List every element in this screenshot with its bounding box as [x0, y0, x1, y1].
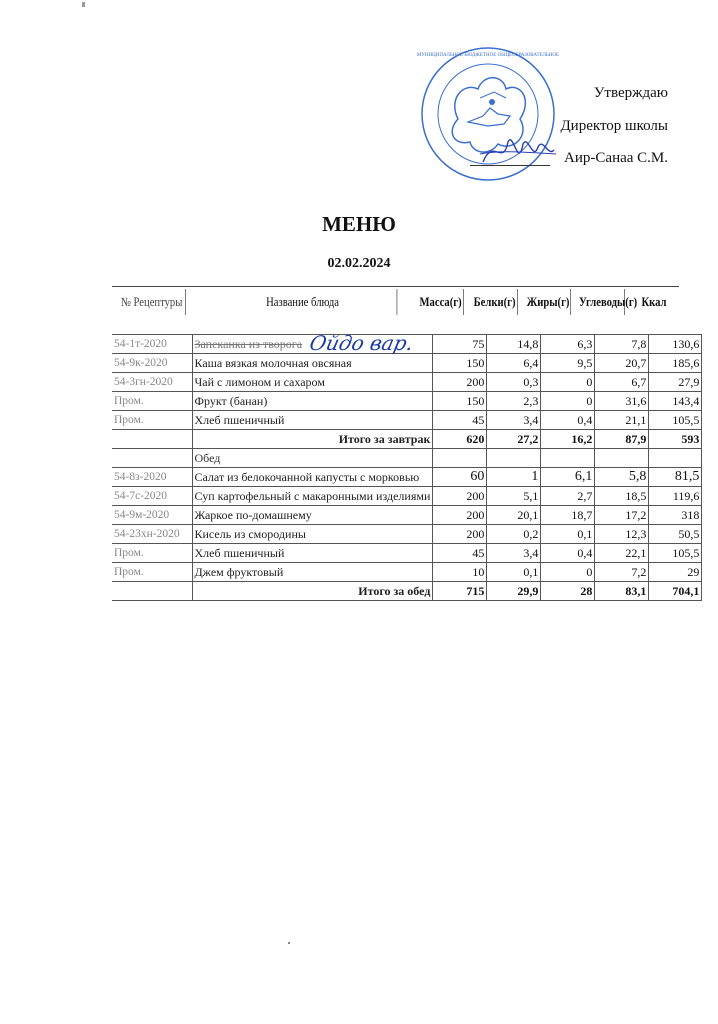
carbs-cell: 7,8 [595, 335, 649, 354]
recipe-cell: Пром. [112, 563, 192, 582]
mass-cell: 200 [433, 373, 487, 392]
carbs-cell: 17,2 [595, 506, 649, 525]
protein-cell: 0,3 [487, 373, 541, 392]
header-recipe: № Рецептуры [118, 289, 186, 315]
dish-name-cell: Хлеб пшеничный [192, 544, 433, 563]
fat-cell: 2,7 [541, 487, 595, 506]
section-row-lunch [112, 449, 702, 468]
protein-cell: 20,1 [487, 506, 541, 525]
recipe-cell: 54-7с-2020 [112, 487, 192, 506]
mass-cell: 10 [433, 563, 487, 582]
total-label: Итого за завтрак [192, 430, 433, 449]
fat-cell: 6,3 [541, 335, 595, 354]
kcal-cell: 27,9 [649, 373, 702, 392]
carbs-cell: 12,3 [595, 525, 649, 544]
total-carbs-cell: 87,9 [595, 430, 649, 449]
mass-cell: 60 [433, 468, 487, 487]
dish-name-cell: Фрукт (банан) [192, 392, 433, 411]
protein-cell: 3,4 [487, 544, 541, 563]
mass-cell: 75 [433, 335, 487, 354]
mass-cell: 150 [433, 354, 487, 373]
kcal-cell: 119,6 [649, 487, 702, 506]
table-row [112, 468, 702, 487]
protein-cell: 2,3 [487, 392, 541, 411]
dish-name-cell: Каша вязкая молочная овсяная [192, 354, 433, 373]
mass-cell: 150 [433, 392, 487, 411]
dish-name-struck: Запеканка из творога [194, 336, 303, 351]
mass-cell [433, 449, 487, 468]
menu-date: 02.02.2024 [327, 256, 391, 271]
total-mass-cell: 620 [433, 430, 487, 449]
total-mass-cell: 715 [433, 582, 487, 601]
fat-cell: 0 [541, 373, 595, 392]
table-row [112, 392, 702, 411]
total-kcal-cell: 593 [649, 430, 702, 449]
mass-cell: 200 [433, 487, 487, 506]
kcal-cell: 318 [649, 506, 702, 525]
fat-cell: 0,4 [541, 544, 595, 563]
fat-cell: 9,5 [541, 354, 595, 373]
kcal-cell: 105,5 [649, 544, 702, 563]
total-fat-cell: 16,2 [541, 430, 595, 449]
dish-name-cell: Кисель из смородины [192, 525, 433, 544]
fat-cell: 0,1 [541, 525, 595, 544]
header-kcal: Ккал [641, 294, 667, 309]
kcal-cell: 29 [649, 563, 702, 582]
protein-cell [487, 449, 541, 468]
total-row [112, 430, 702, 449]
header-protein: Белки(г) [472, 289, 518, 315]
recipe-cell: Пром. [112, 392, 192, 411]
carbs-cell: 18,5 [595, 487, 649, 506]
director-signature-icon [478, 132, 558, 172]
total-carbs-cell: 83,1 [595, 582, 649, 601]
total-row [112, 582, 702, 601]
dish-name-cell: Суп картофельный с макаронными изделиями [192, 487, 433, 506]
kcal-cell: 81,5 [649, 468, 702, 487]
recipe-cell [112, 582, 192, 601]
fat-cell: 0 [541, 392, 595, 411]
kcal-cell: 105,5 [649, 411, 702, 430]
protein-cell: 14,8 [487, 335, 541, 354]
svg-text:МУНИЦИПАЛЬНОЕ БЮДЖЕТНОЕ ОБЩЕОБ: МУНИЦИПАЛЬНОЕ БЮДЖЕТНОЕ ОБЩЕОБРАЗОВАТЕЛЬНОЕ [416, 53, 560, 58]
section-label: Обед [192, 449, 433, 468]
protein-cell: 3,4 [487, 411, 541, 430]
header-fat: Жиры(г) [526, 289, 571, 315]
fat-cell: 6,1 [541, 468, 595, 487]
fat-cell: 18,7 [541, 506, 595, 525]
dish-name-cell: Салат из белокочанной капусты с морковью [192, 468, 433, 487]
table-row [112, 506, 702, 525]
mass-cell: 45 [433, 544, 487, 563]
total-fat-cell: 28 [541, 582, 595, 601]
carbs-cell: 21,1 [595, 411, 649, 430]
page-title: МЕНЮ [322, 212, 396, 236]
approval-position: Директор школы [560, 118, 668, 134]
recipe-cell: 54-1т-2020 [112, 335, 192, 354]
header-mass: Масса(г) [418, 289, 464, 315]
dish-name-cell: Жаркое по-домашнему [192, 506, 433, 525]
recipe-cell [112, 430, 192, 449]
kcal-cell: 130,6 [649, 335, 702, 354]
carbs-cell: 22,1 [595, 544, 649, 563]
header-name: Название блюда [209, 289, 398, 315]
protein-cell: 0,2 [487, 525, 541, 544]
recipe-cell: Пром. [112, 544, 192, 563]
kcal-cell: 185,6 [649, 354, 702, 373]
protein-cell: 6,4 [487, 354, 541, 373]
table-row [112, 525, 702, 544]
mass-cell: 200 [433, 506, 487, 525]
table-row [112, 487, 702, 506]
table-row [112, 373, 702, 392]
recipe-cell: Пром. [112, 411, 192, 430]
recipe-cell [112, 449, 192, 468]
protein-cell: 5,1 [487, 487, 541, 506]
kcal-cell [649, 449, 702, 468]
fat-cell: 0,4 [541, 411, 595, 430]
header-carbs: Углеводы(г) [579, 289, 625, 315]
scan-speck [82, 2, 85, 7]
carbs-cell: 20,7 [595, 354, 649, 373]
menu-table [112, 334, 702, 601]
table-row [112, 354, 702, 373]
kcal-cell: 143,4 [649, 392, 702, 411]
table-row [112, 544, 702, 563]
scan-speck [288, 942, 290, 944]
table-row [112, 411, 702, 430]
table-header [112, 286, 679, 315]
handwritten-note: Ойдо вар. [307, 331, 416, 355]
carbs-cell: 7,2 [595, 563, 649, 582]
total-protein-cell: 29,9 [487, 582, 541, 601]
dish-name-cell: Чай с лимоном и сахаром [192, 373, 433, 392]
carbs-cell: 31,6 [595, 392, 649, 411]
total-label: Итого за обед [192, 582, 433, 601]
carbs-cell: 5,8 [595, 468, 649, 487]
fat-cell: 0 [541, 563, 595, 582]
carbs-cell [595, 449, 649, 468]
protein-cell: 1 [487, 468, 541, 487]
approval-title: Утверждаю [593, 85, 668, 101]
signature-line [470, 165, 550, 166]
recipe-cell: 54-9м-2020 [112, 506, 192, 525]
total-protein-cell: 27,2 [487, 430, 541, 449]
protein-cell: 0,1 [487, 563, 541, 582]
mass-cell: 200 [433, 525, 487, 544]
total-kcal-cell: 704,1 [649, 582, 702, 601]
recipe-cell: 54-9к-2020 [112, 354, 192, 373]
kcal-cell: 50,5 [649, 525, 702, 544]
approval-name: Аир-Санаа С.М. [564, 150, 668, 166]
fat-cell [541, 449, 595, 468]
carbs-cell: 6,7 [595, 373, 649, 392]
dish-name-cell: Джем фруктовый [192, 563, 433, 582]
table-row [112, 563, 702, 582]
recipe-cell: 54-8з-2020 [112, 468, 192, 487]
dish-name-cell: Хлеб пшеничный [192, 411, 433, 430]
mass-cell: 45 [433, 411, 487, 430]
recipe-cell: 54-23хн-2020 [112, 525, 192, 544]
recipe-cell: 54-3гн-2020 [112, 373, 192, 392]
